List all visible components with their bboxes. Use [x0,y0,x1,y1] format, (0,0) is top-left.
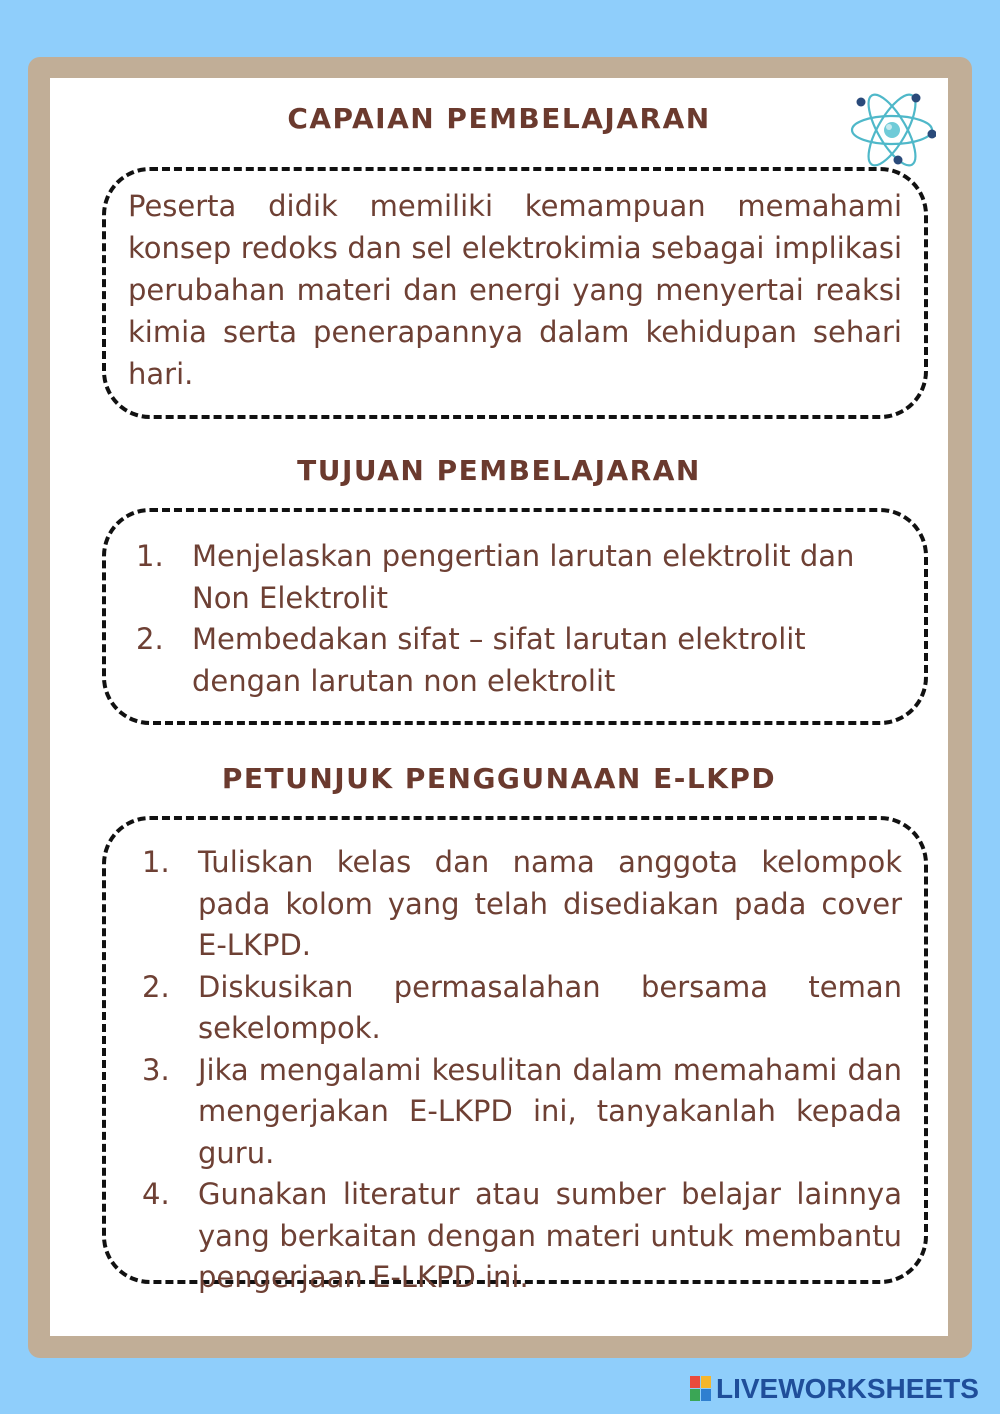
liveworksheets-text: LIVEWORKSHEETS [716,1373,979,1404]
list-item [136,619,898,702]
list-number: 2. [142,969,170,1004]
tujuan-heading: TUJUAN PEMBELAJARAN [297,454,701,487]
list-number: 1. [136,539,164,573]
capaian-heading: CAPAIAN PEMBELAJARAN [287,102,711,135]
list-item [142,1174,902,1299]
tujuan-list [136,536,898,702]
list-number: 4. [142,1177,170,1211]
petunjuk-list [142,842,902,1299]
list-item [142,967,902,1050]
list-text: Jika mengalami kesulitan dalam memahami dan mengerjakan E-LKPD ini, tanyakanlah kepada guru. [198,1052,902,1170]
list-text: Membedakan sifat – sifat larutan elektrolit dengan larutan non elektrolit [192,622,806,698]
list-text: Menjelaskan pengertian larutan elektrolit dan Non Elektrolit [192,539,855,615]
list-number: 2. [136,622,164,656]
list-item [142,842,902,967]
petunjuk-box [102,816,928,1294]
list-number: 1. [142,845,170,879]
list-item [136,536,898,619]
list-text: Gunakan literatur atau sumber belajar lainnya yang berkaitan dengan materi untuk membantu pengerjaan E-LKPD ini. [198,1177,902,1294]
list-item [142,1050,902,1175]
list-text: Tuliskan kelas dan nama anggota kelompok pada kolom yang telah disediakan pada cover E-LKPD. [198,845,902,962]
liveworksheets-logo-icon [690,1376,712,1402]
list-number: 3. [142,1052,170,1087]
capaian-box [102,167,928,419]
capaian-text: Peserta didik memiliki kemampuan memahami konsep redoks dan sel elektrokimia sebagai implikasi perubahan materi dan energi yang menyertai reaksi kimia serta penerapannya dalam kehidupan sehari hari. [128,189,902,391]
list-text: Diskusikan permasalahan bersama teman sekelompok. [198,969,902,1045]
petunjuk-heading: PETUNJUK PENGGUNAAN E-LKPD [221,762,777,795]
liveworksheets-brand[interactable] [690,1374,979,1404]
tujuan-box [102,508,928,725]
